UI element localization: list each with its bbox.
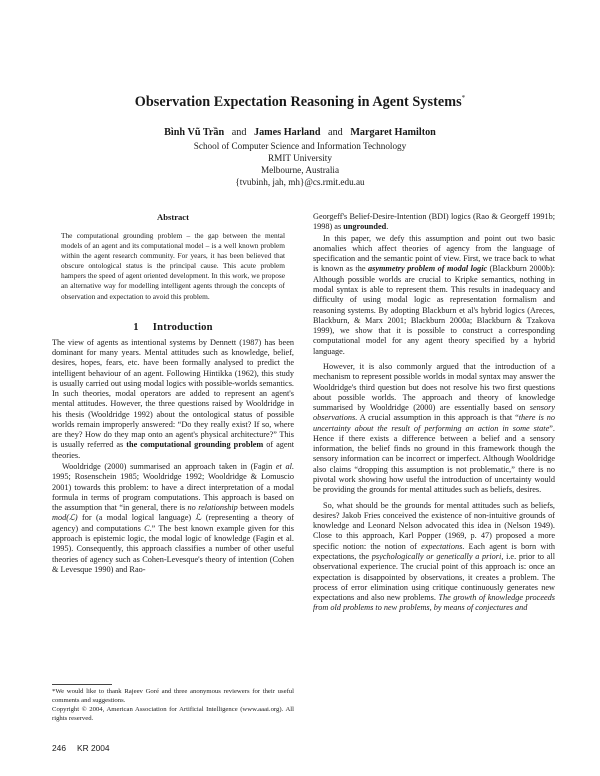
section-heading bbox=[52, 322, 294, 333]
page-footer bbox=[52, 743, 110, 753]
left-column bbox=[52, 212, 294, 575]
section-number: 1 bbox=[133, 321, 139, 333]
venue-label: KR 2004 bbox=[76, 743, 110, 753]
body-paragraph: The view of agents as intentional systems by Dennett (1987) has been dominant for many years. Mental attitudes such as knowledge, belief, desires, hopes, fears, etc. have been formally analysed to predict the intelligent behaviour of an agent. Following Hintikka (1962), this study is usually carried out using modal logics with possible-worlds semantics. In such theories, modal operators are added to represent an agent's mental attitudes. However, the three questions raised by Wooldridge in his thesis (Wooldridge 1992) about the ontological status of possible worlds remain improperly answered: “Do they really exist? If so, where are they? How do they map onto an agent's physical architecture?” This is usually referred as the computational grounding problem of agent theories. bbox=[52, 337, 294, 460]
page-number: 246 bbox=[52, 743, 66, 753]
abstract-heading: Abstract bbox=[157, 212, 189, 222]
author-separator: and bbox=[231, 127, 247, 138]
body-paragraph: Georgeff's Belief-Desire-Intention (BDI) logics (Rao & Georgeff 1991b; 1998) as ungrounded. bbox=[313, 212, 555, 232]
body-paragraph: Wooldridge (2000) summarised an approach taken in (Fagin et al. 1995; Rosenschein 1985; Wooldridge 1992; Wooldridge & Lomuscio 2001) towards this problem: to have a direct interpretation of a modal formula in terms of program computations. This approach is based on the assumption that “in general, there is no relationship between models mod(ℒ) for (a modal logical language) ℒ (representing a theory of agency) and computations C.” The best known example given for this approach is epistemic logic, the modal logic of knowledge (Fagin et al. 1995). Consequently, this approach classifies a number of other useful theories of agency such as Cohen-Levesque's theory of intention (Cohen & Levesque 1990) and Rao- bbox=[52, 462, 295, 574]
paper-title bbox=[0, 94, 600, 111]
author-line bbox=[0, 127, 600, 138]
body-paragraph: In this paper, we defy this assumption and point out two basic anomalies which affect theories of agency from the language of specification and the semantic point of view. First, we trace back to what is known as the asymmetry problem of modal logic (Blackburn 2000b): Although possible worlds are crucial to Kripke semantics, nothing in modal syntax is able to represent them. This results in inadequacy and difficulty of using modal logic as representation formalism and reasoning systems. By adopting Blackburn et al's hybrid logics (Areces, Blackburn, & Marx 2001; Blackburn 2000a; Blackburn & Tzakova 1999), we show that it is possible to construct a corresponding computational model for any agent theory specified by a hybrid language. bbox=[313, 233, 555, 356]
affiliation-university: RMIT University bbox=[268, 153, 332, 163]
body-paragraph: So, what should be the grounds for mental attitudes such as beliefs, desires? Jakob Fries conceived the existence of non-intuitive grounds of knowledge and Leonard Nelson advocated this idea in (Nelson 1949). Close to this approach, Karl Popper (1969, p. 47) proposed a more specific notion: the notion of expectations. Each agent is born with expectations, the psychologically or genetically a priori, i.e. prior to all observational experience. The crucial point of this approach is: once an expectation is disappointed by observations, it creates a problem. The process of error elimination using critique continuously generates new expectations and also new problems. The growth of knowledge proceeds from old problems to new problems, by means of conjectures and bbox=[313, 500, 555, 613]
abstract-text: The computational grounding problem – the gap between the mental models of an agent and its computational model – is a well known problem within the agent research community. For years, it has been believed that obscure ontological status is the principal cause. This acute problem hampers the speed of agent oriented development. In this work, we propose an alternative way for modelling intelligent agents through the concepts of observation and expectation to avoid this problem. bbox=[61, 231, 285, 301]
title-footnote-mark: * bbox=[461, 94, 466, 102]
right-column bbox=[313, 212, 555, 614]
section-title: Introduction bbox=[152, 321, 213, 333]
copyright-notice: Copyright © 2004, American Association for Artificial Intelligence (www.aaai.org). All rights reserved. bbox=[52, 706, 294, 723]
body-paragraph: However, it is also commonly argued that the introduction of a mechanism to represent possible worlds in modal syntax may answer the Wooldridge's third question but does not resolve his two first questions about possible worlds. The approach and theory of knowledge summarised by Wooldridge (2000) are essentially based on sensory observations. A crucial assumption in this approach is that “there is no uncertainty about the result of performing an action in some state”. Hence if there exists a difference between a belief and a sensory information, the belief finds no ground in this framework though the sensory information can be incorrect or imperfect. Although Wooldridge also claims “dropping this assumption is not problematic,” there is no pivotal work showing how useful the introduction of uncertainty would be providing the grounds for mental attitudes such as beliefs, desires. bbox=[313, 361, 555, 495]
footnotes bbox=[52, 687, 294, 723]
affiliation-city: Melbourne, Australia bbox=[260, 165, 340, 175]
affiliation-email: {tvubinh, jah, mh}@cs.rmit.edu.au bbox=[235, 177, 365, 187]
author-name: Bình Vũ Trần bbox=[164, 127, 225, 138]
affiliation-school: School of Computer Science and Information Technology bbox=[193, 141, 407, 151]
author-name: Margaret Hamilton bbox=[350, 127, 436, 138]
paper-title-text: Observation Expectation Reasoning in Agent Systems bbox=[134, 94, 462, 110]
footnote-divider bbox=[52, 684, 112, 685]
acknowledgement-footnote: *We would like to thank Rajeev Goré and three anonymous reviewers for their useful comments and suggestions. bbox=[52, 688, 294, 705]
author-name: James Harland bbox=[253, 127, 321, 138]
author-separator: and bbox=[328, 127, 343, 138]
